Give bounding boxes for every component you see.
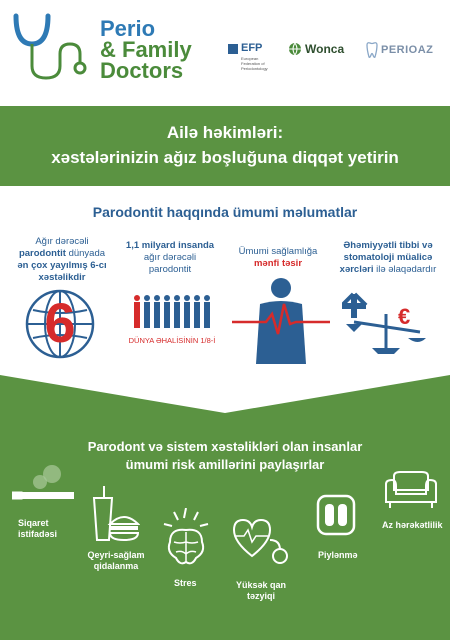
section2-title: Parodont və sistem xəstəlikləri olan insanlar ümumi risk amillərini paylaşırlar bbox=[87, 439, 363, 472]
section1-title: Parodontit haqqında ümumi məlumatlar bbox=[92, 204, 358, 220]
header: Perio & Family Doctors EFP European Federation of Periodontology Wonca PERIOAZ bbox=[0, 0, 450, 106]
number-six: 6 bbox=[44, 291, 76, 354]
population-caption: DÜNYA ƏHALİSİNİN 1/8-İ bbox=[128, 336, 216, 345]
brain-stress-icon bbox=[160, 508, 212, 568]
globe-icon bbox=[288, 42, 302, 56]
fact-population: 1,1 milyard insanda ağır dərəcəli parodontit bbox=[125, 240, 215, 275]
people-group-icon bbox=[132, 294, 212, 330]
fact-prevalence: Ağır dərəcəli parodontit dünyada ən çox yayılmış 6-cı xəstəlikdir bbox=[17, 236, 107, 283]
risk-obesity: Piylənmə bbox=[318, 550, 358, 560]
euro-sign: € bbox=[398, 304, 411, 329]
cigarette-icon bbox=[12, 464, 78, 504]
armchair-icon bbox=[384, 470, 438, 510]
risk-stress: Stres bbox=[174, 578, 197, 588]
efp-icon bbox=[228, 44, 238, 54]
tooth-icon bbox=[366, 42, 378, 58]
human-ecg-icon bbox=[232, 274, 330, 366]
fast-food-icon bbox=[88, 484, 140, 542]
fact-general-health: Ümumi sağlamlığa mənfi təsir bbox=[238, 246, 318, 269]
stethoscope-logo-icon bbox=[8, 10, 98, 85]
risk-diet: Qeyri-sağlam qidalanma bbox=[87, 550, 145, 571]
risk-blood-pressure: Yüksək qan təzyiqi bbox=[235, 580, 287, 601]
risk-section-background bbox=[0, 375, 450, 640]
risk-smoking: Siqaret istifadəsi bbox=[18, 518, 58, 539]
scale-weight-icon bbox=[316, 494, 356, 536]
brand-title: Perio & Family Doctors bbox=[100, 16, 192, 83]
banner-title: Ailə həkimləri: xəstələrinizin ağız boşluğuna diqqət yetirin bbox=[51, 123, 399, 167]
title-banner bbox=[0, 106, 450, 186]
fact-costs: Əhəmiyyətli tibbi və stomatoloji müalicə xərcləri ilə əlaqədardır bbox=[339, 240, 437, 275]
scale-costs-icon bbox=[342, 288, 426, 354]
blood-pressure-icon bbox=[232, 516, 292, 566]
risk-inactivity: Az hərəkətlilik bbox=[382, 520, 443, 530]
